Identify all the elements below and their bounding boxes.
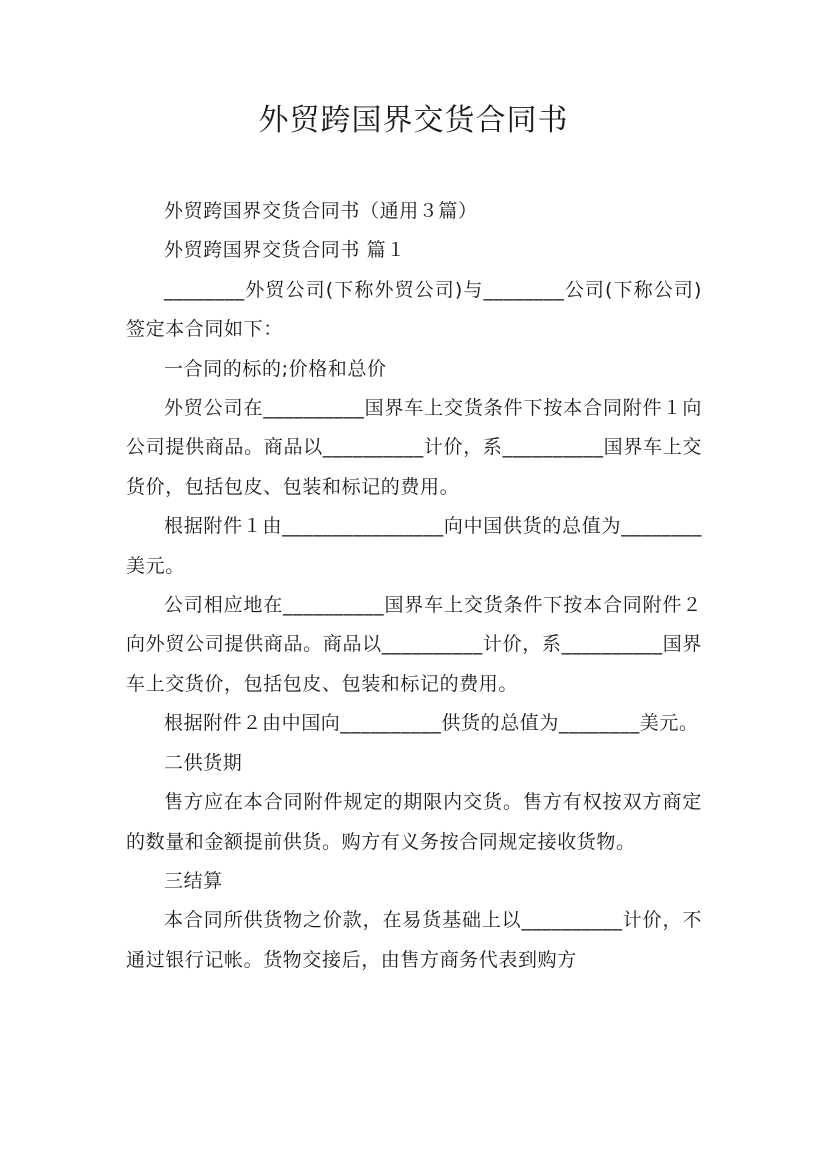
paragraph-total-value-1: 根据附件１由________________向中国供货的总值为________美元。 [126, 515, 702, 577]
section-heading-delivery: 二供货期 [164, 751, 243, 774]
paragraph-part-heading: 外贸跨国界交货合同书 篇１ [164, 239, 406, 262]
paragraph-total-value-2: 根据附件２由中国向__________供货的总值为________美元。 [164, 712, 699, 735]
paragraph-settlement: 本合同所供货物之价款，在易货基础上以__________计价，不通过银行记帐。货物交接后，由售方商务代表到购方 [126, 909, 702, 971]
document-title: 外贸跨国界交货合同书 [258, 103, 569, 138]
section-heading-subject: 一合同的标的;价格和总价 [164, 357, 387, 380]
paragraph-subtitle: 外贸跨国界交货合同书（通用３篇） [164, 200, 478, 222]
document-body [126, 192, 702, 980]
section-heading-settlement: 三结算 [164, 869, 223, 892]
paragraph-delivery: 售方应在本合同附件规定的期限内交货。售方有权按双方商定的数量和金额提前供货。购方有义务按合同规定接收货物。 [126, 791, 702, 853]
paragraph-parties: ________外贸公司(下称外贸公司)与________公司(下称公司)签定本合同如下： [126, 278, 702, 341]
paragraph-goods-supply-2: 公司相应地在__________国界车上交货条件下按本合同附件２向外贸公司提供商品。商品以__________计价，系__________国界车上交货价，包括包皮、包装和标记的费用。 [126, 594, 702, 695]
paragraph-goods-supply-1: 外贸公司在__________国界车上交货条件下按本合同附件１向公司提供商品。商品以__________计价，系__________国界车上交货价，包括包皮、包装和标记的费用。 [126, 397, 702, 498]
